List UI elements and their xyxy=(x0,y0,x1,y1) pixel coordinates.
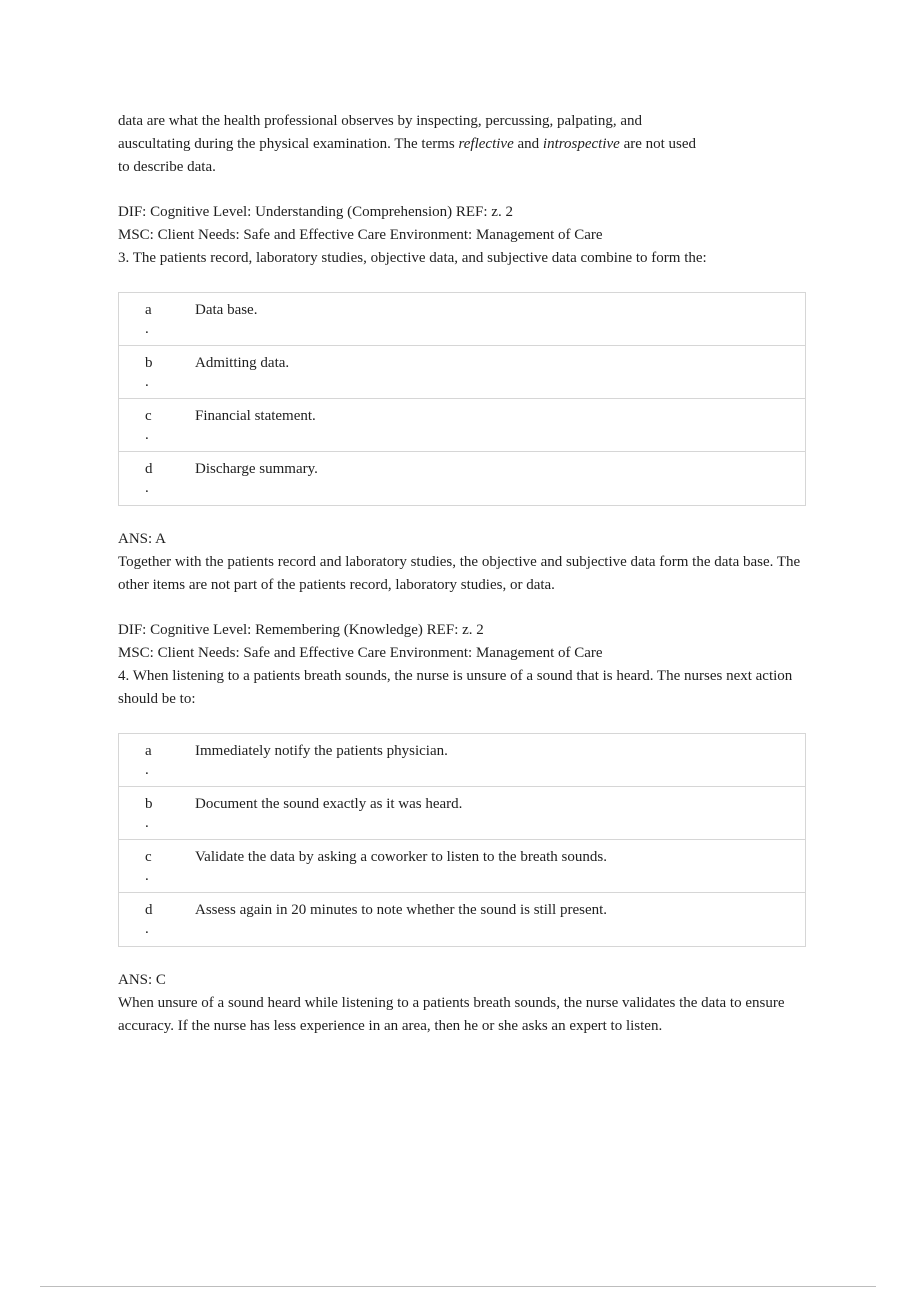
option-text: Admitting data. xyxy=(195,355,290,371)
intro-line-1: data are what the health professional observes by inspecting, percussing, palpating, and xyxy=(118,113,643,129)
q4-option-c[interactable] xyxy=(119,840,805,893)
intro-line-3: to describe data. xyxy=(118,159,216,175)
option-text: Validate the data by asking a coworker to listen to the breath sounds. xyxy=(195,849,607,865)
q3-option-a[interactable] xyxy=(119,293,805,346)
intro-text: are not used xyxy=(619,136,697,152)
option-letter: a . xyxy=(145,302,152,337)
option-text: Financial statement. xyxy=(195,408,316,424)
intro-text: and xyxy=(513,136,543,152)
q3-question: 3. The patients record, laboratory studies, objective data, and subjective data combine to form the: xyxy=(118,250,707,266)
q3-option-c[interactable] xyxy=(119,399,805,452)
option-text: Data base. xyxy=(195,302,258,318)
q3-option-d[interactable] xyxy=(119,452,805,505)
q2-dif: DIF: Cognitive Level: Understanding (Comprehension) REF: z. 2 xyxy=(118,204,513,220)
term-reflective: reflective xyxy=(458,136,514,152)
intro-text: auscultating during the physical examination. The terms xyxy=(118,136,459,152)
q3-msc: MSC: Client Needs: Safe and Effective Care Environment: Management of Care xyxy=(118,645,603,661)
q4-option-a[interactable] xyxy=(119,734,805,787)
term-introspective: introspective xyxy=(542,136,620,152)
option-letter: b . xyxy=(145,796,153,831)
q4-option-b[interactable] xyxy=(119,787,805,840)
q3-options-table xyxy=(118,292,806,506)
option-letter: d . xyxy=(145,461,153,496)
option-letter: c . xyxy=(145,849,152,884)
q3-rationale: Together with the patients record and laboratory studies, the objective and subjective data form the data base. The other items are not part of the patients record, laboratory studies, or data. xyxy=(118,554,801,593)
q4-rationale: When unsure of a sound heard while listening to a patients breath sounds, the nurse validates the data to ensure accuracy. If the nurse has less experience in an area, then he or she asks an expert to listen. xyxy=(118,995,785,1034)
q2-msc: MSC: Client Needs: Safe and Effective Care Environment: Management of Care xyxy=(118,227,603,243)
intro-paragraph xyxy=(118,110,808,179)
footer-divider xyxy=(40,1286,876,1287)
q3-option-b[interactable] xyxy=(119,346,805,399)
q4-options-table xyxy=(118,733,806,947)
q3-dif: DIF: Cognitive Level: Remembering (Knowledge) REF: z. 2 xyxy=(118,622,484,638)
option-letter: a . xyxy=(145,743,152,778)
option-text: Document the sound exactly as it was heard. xyxy=(195,796,463,812)
option-letter: b . xyxy=(145,355,153,390)
q4-option-d[interactable] xyxy=(119,893,805,946)
option-text: Immediately notify the patients physician. xyxy=(195,743,448,759)
intro-line-2 xyxy=(118,133,808,156)
q4-answer: ANS: C xyxy=(118,972,166,988)
q3-answer: ANS: A xyxy=(118,531,166,547)
q4-question: 4. When listening to a patients breath sounds, the nurse is unsure of a sound that is heard. The nurses next action should be to: xyxy=(118,668,793,707)
option-letter: c . xyxy=(145,408,152,443)
document-page xyxy=(118,110,808,1038)
option-text: Assess again in 20 minutes to note whether the sound is still present. xyxy=(195,902,608,918)
option-text: Discharge summary. xyxy=(195,461,318,477)
option-letter: d . xyxy=(145,902,153,937)
